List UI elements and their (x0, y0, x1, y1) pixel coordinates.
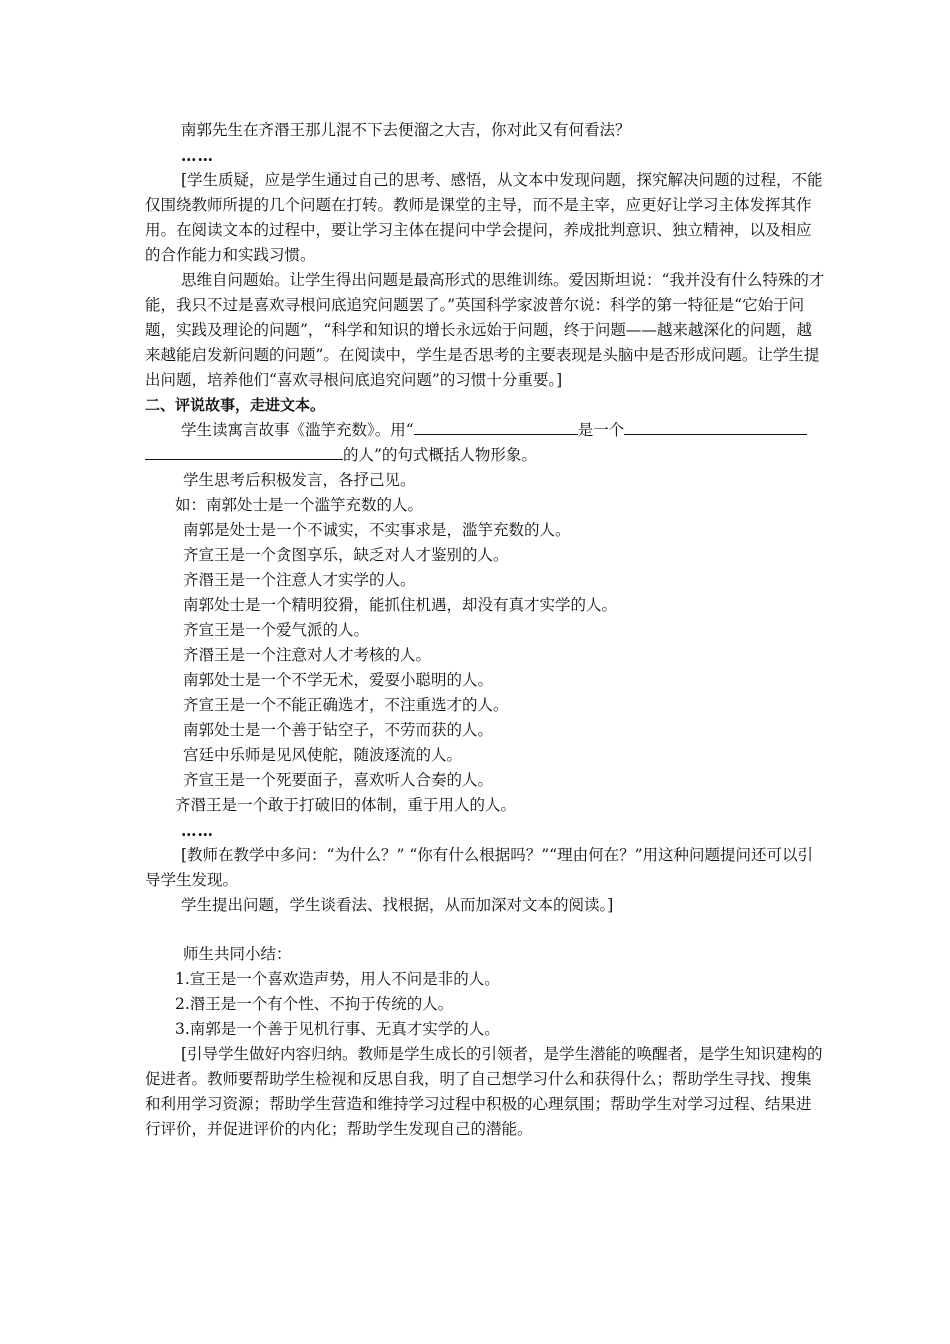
spacer (145, 918, 825, 942)
note-paragraph: 思维自问题始。让学生得出问题是最高形式的思维训练。爱因斯坦说：“我并没有什么特殊的才能，我只不过是喜欢寻根问底追究问题罢了。”英国科学家波普尔说：科学的第一特征是“它始于问题，实践及理论的问题”，“科学和知识的增长永远始于问题，终于问题——越来越深化的问题，越来越能启发新问题的问题”。在阅读中，学生是否思考的主要表现是头脑中是否形成问题。让学生提出问题，培养他们“喜欢寻根问底追究问题”的习惯十分重要。] (145, 271, 825, 389)
task-text: 学生读寓言故事《滥竽充数》。用“ (181, 421, 414, 439)
example-line: 齐湣王是一个敢于打破旧的体制，重于用人的人。 (175, 796, 517, 814)
ellipsis: …… (181, 146, 214, 165)
example-line: 齐宣王是一个爱气派的人。 (183, 621, 370, 639)
ellipsis: …… (181, 821, 214, 840)
summary-title: 师生共同小结： (183, 945, 292, 963)
example-line: 齐宣王是一个不能正确选才，不注重选才的人。 (183, 696, 509, 714)
task-sentence (145, 418, 825, 468)
task-text: 的人”的句式概括人物形象。 (343, 446, 537, 464)
summary-item: 1.宣王是一个喜欢造声势，用人不问是非的人。 (175, 970, 500, 988)
section-heading: 二、评说故事，走进文本。 (145, 396, 326, 414)
example-line: 南郭处士是一个精明狡猾，能抓住机遇，却没有真才实学的人。 (183, 596, 618, 614)
note-paragraph: [教师在教学中多问：“为什么？” “你有什么根据吗？”“理由何在？”用这种问题提问还可以引导学生发现。 (145, 846, 814, 889)
note-paragraph: [学生质疑，应是学生通过自己的思考、感悟，从文本中发现问题，探究解决问题的过程，不能仅围绕教师所提的几个问题在打转。教师是课堂的主导，而不是主宰，应更好让学习主体发挥其作用。在阅读文本的过程中，要让学习主体在提问中学会提问，养成批判意识、独立精神，以及相应的合作能力和实践习惯。 (145, 171, 823, 264)
fill-blank[interactable] (414, 418, 578, 435)
example-line: 齐湣王是一个注意对人才考核的人。 (183, 646, 432, 664)
example-line: 齐湣王是一个注意人才实学的人。 (183, 571, 416, 589)
task-text: 是一个 (577, 421, 625, 439)
note-paragraph: [引导学生做好内容归纳。教师是学生成长的引领者，是学生潜能的唤醒者，是学生知识建构的促进者。教师要帮助学生检视和反思自我，明了自己想学习什么和获得什么；帮助学生寻找、搜集和利用学习资源；帮助学生营造和维持学习过程中积极的心理氛围；帮助学生对学习过程、结果进行评价，并促进评价的内化；帮助学生发现自己的潜能。 (145, 1045, 823, 1138)
summary-item: 3.南郭是一个善于见机行事、无真才实学的人。 (175, 1020, 500, 1038)
example-line: 如：南郭处士是一个滥竽充数的人。 (175, 496, 424, 514)
intro-question: 南郭先生在齐湣王那儿混不下去便溜之大吉，你对此又有何看法？ (181, 121, 631, 139)
example-line: 宫廷中乐师是见风使舵，随波逐流的人。 (183, 746, 463, 764)
fill-blank[interactable] (624, 418, 807, 435)
example-line: 齐宣王是一个贪图享乐，缺乏对人才鉴别的人。 (183, 546, 509, 564)
example-line: 南郭处士是一个善于钻空子，不劳而获的人。 (183, 721, 494, 739)
fill-blank[interactable] (145, 443, 343, 460)
example-line: 齐宣王是一个死要面子，喜欢听人合奏的人。 (183, 771, 494, 789)
example-line: 南郭是处士是一个不诚实，不实事求是，滥竽充数的人。 (183, 521, 571, 539)
note-paragraph: 学生提出问题，学生谈看法、找根据，从而加深对文本的阅读。] (181, 896, 614, 914)
summary-item: 2.湣王是一个有个性、不拘于传统的人。 (175, 995, 454, 1013)
example-line: 南郭处士是一个不学无术，爱耍小聪明的人。 (183, 671, 494, 689)
response-line: 学生思考后积极发言，各抒己见。 (183, 471, 416, 489)
document-page (145, 118, 825, 1142)
